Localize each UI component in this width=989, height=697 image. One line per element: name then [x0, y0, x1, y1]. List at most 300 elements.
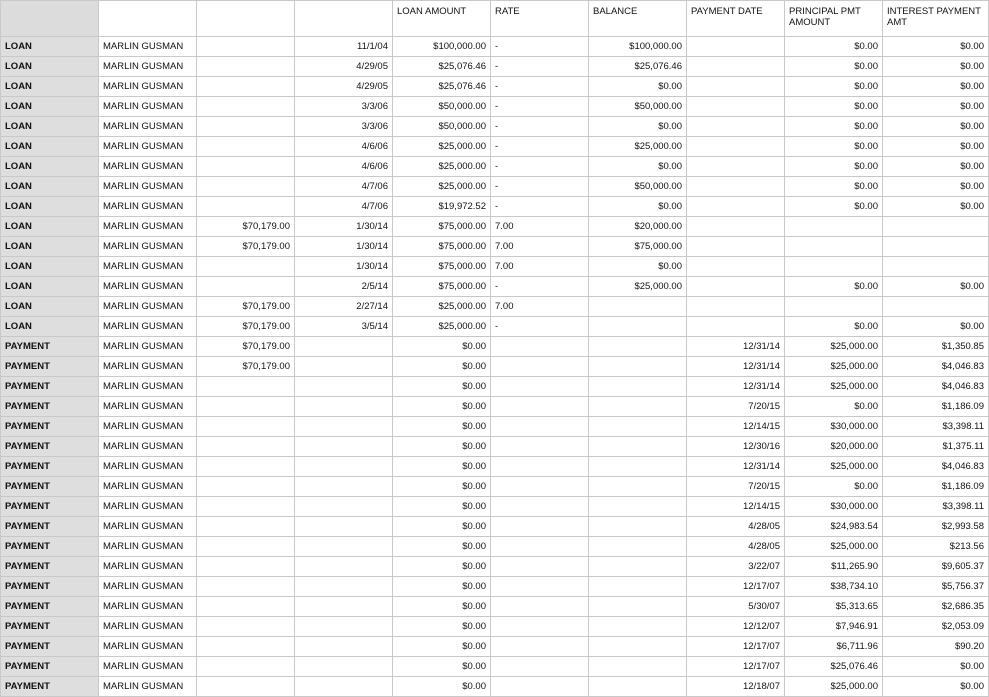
balance-cell[interactable]: $50,000.00	[589, 97, 687, 117]
type-cell[interactable]: PAYMENT	[1, 657, 99, 677]
loan-amount-cell[interactable]: $25,000.00	[393, 137, 491, 157]
date-cell[interactable]	[295, 497, 393, 517]
date-cell[interactable]	[295, 657, 393, 677]
type-cell[interactable]: PAYMENT	[1, 577, 99, 597]
date-cell[interactable]	[295, 477, 393, 497]
interest-pmt-cell[interactable]: $4,046.83	[883, 377, 989, 397]
amount-cell[interactable]	[197, 417, 295, 437]
amount-cell[interactable]	[197, 177, 295, 197]
balance-cell[interactable]	[589, 677, 687, 697]
interest-pmt-cell[interactable]: $5,756.37	[883, 577, 989, 597]
loan-amount-cell[interactable]: $0.00	[393, 557, 491, 577]
interest-pmt-cell[interactable]	[883, 237, 989, 257]
interest-pmt-cell[interactable]	[883, 297, 989, 317]
payment-date-cell[interactable]: 12/17/07	[687, 637, 785, 657]
interest-pmt-cell[interactable]: $4,046.83	[883, 357, 989, 377]
loan-amount-cell[interactable]: $25,000.00	[393, 317, 491, 337]
loan-amount-cell[interactable]: $0.00	[393, 337, 491, 357]
type-cell[interactable]: PAYMENT	[1, 617, 99, 637]
payment-date-cell[interactable]: 12/30/16	[687, 437, 785, 457]
balance-cell[interactable]: $0.00	[589, 257, 687, 277]
payment-date-cell[interactable]: 3/22/07	[687, 557, 785, 577]
balance-cell[interactable]: $100,000.00	[589, 37, 687, 57]
loan-amount-cell[interactable]: $0.00	[393, 477, 491, 497]
type-cell[interactable]: PAYMENT	[1, 557, 99, 577]
payment-date-cell[interactable]	[687, 137, 785, 157]
amount-cell[interactable]: $70,179.00	[197, 217, 295, 237]
interest-pmt-cell[interactable]: $1,350.85	[883, 337, 989, 357]
loan-amount-cell[interactable]: $25,000.00	[393, 157, 491, 177]
loan-amount-cell[interactable]: $0.00	[393, 417, 491, 437]
principal-pmt-cell[interactable]: $25,076.46	[785, 657, 883, 677]
amount-cell[interactable]	[197, 517, 295, 537]
payment-date-cell[interactable]	[687, 237, 785, 257]
rate-cell[interactable]	[491, 577, 589, 597]
principal-pmt-cell[interactable]	[785, 257, 883, 277]
type-cell[interactable]: LOAN	[1, 137, 99, 157]
name-cell[interactable]: MARLIN GUSMAN	[99, 437, 197, 457]
loan-amount-cell[interactable]: $0.00	[393, 677, 491, 697]
type-cell[interactable]: LOAN	[1, 257, 99, 277]
name-cell[interactable]: MARLIN GUSMAN	[99, 517, 197, 537]
loan-amount-cell[interactable]: $19,972.52	[393, 197, 491, 217]
payment-date-cell[interactable]	[687, 177, 785, 197]
payment-date-cell[interactable]	[687, 117, 785, 137]
loan-amount-cell[interactable]: $0.00	[393, 597, 491, 617]
rate-cell[interactable]: -	[491, 57, 589, 77]
loan-amount-cell[interactable]: $0.00	[393, 617, 491, 637]
name-cell[interactable]: MARLIN GUSMAN	[99, 677, 197, 697]
name-cell[interactable]: MARLIN GUSMAN	[99, 377, 197, 397]
principal-pmt-cell[interactable]	[785, 297, 883, 317]
rate-cell[interactable]	[491, 397, 589, 417]
rate-cell[interactable]: -	[491, 77, 589, 97]
date-cell[interactable]: 4/6/06	[295, 137, 393, 157]
payment-date-cell[interactable]: 12/12/07	[687, 617, 785, 637]
type-cell[interactable]: LOAN	[1, 57, 99, 77]
principal-pmt-cell[interactable]: $38,734.10	[785, 577, 883, 597]
type-cell[interactable]: PAYMENT	[1, 677, 99, 697]
loan-amount-cell[interactable]: $0.00	[393, 377, 491, 397]
amount-cell[interactable]	[197, 377, 295, 397]
type-cell[interactable]: LOAN	[1, 237, 99, 257]
type-cell[interactable]: LOAN	[1, 77, 99, 97]
interest-pmt-cell[interactable]: $2,053.09	[883, 617, 989, 637]
interest-pmt-cell[interactable]: $0.00	[883, 77, 989, 97]
name-cell[interactable]: MARLIN GUSMAN	[99, 37, 197, 57]
balance-cell[interactable]	[589, 317, 687, 337]
date-cell[interactable]	[295, 397, 393, 417]
amount-cell[interactable]	[197, 557, 295, 577]
balance-cell[interactable]	[589, 337, 687, 357]
loan-amount-cell[interactable]: $100,000.00	[393, 37, 491, 57]
name-cell[interactable]: MARLIN GUSMAN	[99, 117, 197, 137]
date-cell[interactable]	[295, 637, 393, 657]
rate-cell[interactable]	[491, 497, 589, 517]
principal-pmt-cell[interactable]: $0.00	[785, 197, 883, 217]
principal-pmt-cell[interactable]	[785, 217, 883, 237]
payment-date-cell[interactable]	[687, 57, 785, 77]
amount-cell[interactable]	[197, 157, 295, 177]
principal-pmt-cell[interactable]: $7,946.91	[785, 617, 883, 637]
date-cell[interactable]	[295, 357, 393, 377]
name-cell[interactable]: MARLIN GUSMAN	[99, 97, 197, 117]
amount-cell[interactable]	[197, 37, 295, 57]
balance-cell[interactable]: $25,000.00	[589, 277, 687, 297]
payment-date-cell[interactable]	[687, 37, 785, 57]
type-cell[interactable]: PAYMENT	[1, 637, 99, 657]
interest-pmt-cell[interactable]: $0.00	[883, 277, 989, 297]
name-cell[interactable]: MARLIN GUSMAN	[99, 477, 197, 497]
amount-cell[interactable]	[197, 677, 295, 697]
type-cell[interactable]: PAYMENT	[1, 517, 99, 537]
type-cell[interactable]: PAYMENT	[1, 397, 99, 417]
date-cell[interactable]: 4/29/05	[295, 57, 393, 77]
name-cell[interactable]: MARLIN GUSMAN	[99, 597, 197, 617]
rate-cell[interactable]	[491, 597, 589, 617]
principal-pmt-cell[interactable]	[785, 237, 883, 257]
rate-cell[interactable]: -	[491, 277, 589, 297]
payment-date-cell[interactable]	[687, 77, 785, 97]
loan-amount-cell[interactable]: $75,000.00	[393, 257, 491, 277]
loan-amount-cell[interactable]: $0.00	[393, 457, 491, 477]
balance-cell[interactable]: $25,076.46	[589, 57, 687, 77]
principal-pmt-cell[interactable]: $0.00	[785, 157, 883, 177]
name-cell[interactable]: MARLIN GUSMAN	[99, 257, 197, 277]
balance-cell[interactable]: $0.00	[589, 77, 687, 97]
amount-cell[interactable]	[197, 397, 295, 417]
balance-cell[interactable]	[589, 637, 687, 657]
payment-date-cell[interactable]: 5/30/07	[687, 597, 785, 617]
balance-cell[interactable]	[589, 417, 687, 437]
interest-pmt-cell[interactable]: $0.00	[883, 57, 989, 77]
header-cell-col-c[interactable]	[197, 1, 295, 37]
interest-pmt-cell[interactable]: $0.00	[883, 137, 989, 157]
balance-cell[interactable]: $25,000.00	[589, 137, 687, 157]
name-cell[interactable]: MARLIN GUSMAN	[99, 317, 197, 337]
interest-pmt-cell[interactable]: $1,186.09	[883, 477, 989, 497]
rate-cell[interactable]	[491, 357, 589, 377]
loan-amount-cell[interactable]: $0.00	[393, 357, 491, 377]
rate-cell[interactable]: -	[491, 37, 589, 57]
interest-pmt-cell[interactable]: $2,993.58	[883, 517, 989, 537]
amount-cell[interactable]	[197, 597, 295, 617]
balance-cell[interactable]	[589, 517, 687, 537]
principal-pmt-cell[interactable]: $0.00	[785, 177, 883, 197]
rate-cell[interactable]	[491, 457, 589, 477]
rate-cell[interactable]	[491, 637, 589, 657]
date-cell[interactable]	[295, 557, 393, 577]
principal-pmt-cell[interactable]: $30,000.00	[785, 417, 883, 437]
type-cell[interactable]: LOAN	[1, 317, 99, 337]
amount-cell[interactable]	[197, 137, 295, 157]
principal-pmt-cell[interactable]: $0.00	[785, 77, 883, 97]
loan-amount-cell[interactable]: $25,076.46	[393, 77, 491, 97]
amount-cell[interactable]: $70,179.00	[197, 237, 295, 257]
date-cell[interactable]: 4/7/06	[295, 177, 393, 197]
payment-date-cell[interactable]: 7/20/15	[687, 397, 785, 417]
date-cell[interactable]	[295, 337, 393, 357]
amount-cell[interactable]	[197, 77, 295, 97]
rate-cell[interactable]: -	[491, 137, 589, 157]
rate-cell[interactable]: -	[491, 197, 589, 217]
date-cell[interactable]	[295, 597, 393, 617]
rate-cell[interactable]: 7.00	[491, 257, 589, 277]
name-cell[interactable]: MARLIN GUSMAN	[99, 77, 197, 97]
payment-date-cell[interactable]: 4/28/05	[687, 517, 785, 537]
date-cell[interactable]	[295, 457, 393, 477]
principal-pmt-cell[interactable]: $6,711.96	[785, 637, 883, 657]
payment-date-cell[interactable]: 12/31/14	[687, 357, 785, 377]
date-cell[interactable]	[295, 517, 393, 537]
principal-pmt-cell[interactable]: $24,983.54	[785, 517, 883, 537]
date-cell[interactable]	[295, 537, 393, 557]
payment-date-cell[interactable]: 12/18/07	[687, 677, 785, 697]
principal-pmt-cell[interactable]: $25,000.00	[785, 377, 883, 397]
loan-amount-cell[interactable]: $0.00	[393, 577, 491, 597]
principal-pmt-cell[interactable]: $0.00	[785, 137, 883, 157]
type-cell[interactable]: PAYMENT	[1, 457, 99, 477]
date-cell[interactable]: 2/27/14	[295, 297, 393, 317]
principal-pmt-cell[interactable]: $20,000.00	[785, 437, 883, 457]
interest-pmt-cell[interactable]	[883, 217, 989, 237]
amount-cell[interactable]: $70,179.00	[197, 297, 295, 317]
amount-cell[interactable]: $70,179.00	[197, 317, 295, 337]
type-cell[interactable]: LOAN	[1, 177, 99, 197]
date-cell[interactable]	[295, 417, 393, 437]
type-cell[interactable]: PAYMENT	[1, 477, 99, 497]
principal-pmt-cell[interactable]: $30,000.00	[785, 497, 883, 517]
payment-date-cell[interactable]: 12/31/14	[687, 337, 785, 357]
interest-pmt-cell[interactable]: $0.00	[883, 157, 989, 177]
rate-cell[interactable]: -	[491, 117, 589, 137]
name-cell[interactable]: MARLIN GUSMAN	[99, 657, 197, 677]
type-cell[interactable]: LOAN	[1, 217, 99, 237]
amount-cell[interactable]	[197, 257, 295, 277]
loan-amount-cell[interactable]: $25,076.46	[393, 57, 491, 77]
payment-date-cell[interactable]	[687, 297, 785, 317]
amount-cell[interactable]	[197, 57, 295, 77]
type-cell[interactable]: PAYMENT	[1, 497, 99, 517]
principal-pmt-cell[interactable]: $0.00	[785, 37, 883, 57]
interest-pmt-cell[interactable]: $0.00	[883, 657, 989, 677]
name-cell[interactable]: MARLIN GUSMAN	[99, 297, 197, 317]
header-cell-principal-pmt-amount[interactable]: PRINCIPAL PMT AMOUNT	[785, 1, 883, 37]
balance-cell[interactable]	[589, 577, 687, 597]
name-cell[interactable]: MARLIN GUSMAN	[99, 637, 197, 657]
amount-cell[interactable]	[197, 617, 295, 637]
type-cell[interactable]: PAYMENT	[1, 597, 99, 617]
name-cell[interactable]: MARLIN GUSMAN	[99, 557, 197, 577]
interest-pmt-cell[interactable]: $0.00	[883, 317, 989, 337]
name-cell[interactable]: MARLIN GUSMAN	[99, 617, 197, 637]
loan-amount-cell[interactable]: $0.00	[393, 437, 491, 457]
rate-cell[interactable]	[491, 477, 589, 497]
name-cell[interactable]: MARLIN GUSMAN	[99, 177, 197, 197]
interest-pmt-cell[interactable]: $1,186.09	[883, 397, 989, 417]
interest-pmt-cell[interactable]: $1,375.11	[883, 437, 989, 457]
date-cell[interactable]	[295, 677, 393, 697]
balance-cell[interactable]	[589, 497, 687, 517]
balance-cell[interactable]	[589, 457, 687, 477]
loan-amount-cell[interactable]: $0.00	[393, 497, 491, 517]
date-cell[interactable]: 4/6/06	[295, 157, 393, 177]
amount-cell[interactable]: $70,179.00	[197, 337, 295, 357]
rate-cell[interactable]	[491, 417, 589, 437]
header-cell-rate[interactable]: RATE	[491, 1, 589, 37]
name-cell[interactable]: MARLIN GUSMAN	[99, 57, 197, 77]
amount-cell[interactable]	[197, 477, 295, 497]
principal-pmt-cell[interactable]: $25,000.00	[785, 337, 883, 357]
rate-cell[interactable]: -	[491, 317, 589, 337]
type-cell[interactable]: LOAN	[1, 97, 99, 117]
loan-amount-cell[interactable]: $75,000.00	[393, 237, 491, 257]
rate-cell[interactable]: 7.00	[491, 237, 589, 257]
principal-pmt-cell[interactable]: $25,000.00	[785, 677, 883, 697]
type-cell[interactable]: PAYMENT	[1, 417, 99, 437]
loan-amount-cell[interactable]: $50,000.00	[393, 97, 491, 117]
interest-pmt-cell[interactable]: $0.00	[883, 97, 989, 117]
payment-date-cell[interactable]: 12/17/07	[687, 657, 785, 677]
date-cell[interactable]: 3/5/14	[295, 317, 393, 337]
principal-pmt-cell[interactable]: $0.00	[785, 397, 883, 417]
interest-pmt-cell[interactable]: $3,398.11	[883, 497, 989, 517]
type-cell[interactable]: LOAN	[1, 297, 99, 317]
balance-cell[interactable]	[589, 557, 687, 577]
loan-amount-cell[interactable]: $0.00	[393, 517, 491, 537]
interest-pmt-cell[interactable]: $213.56	[883, 537, 989, 557]
type-cell[interactable]: PAYMENT	[1, 537, 99, 557]
amount-cell[interactable]	[197, 277, 295, 297]
name-cell[interactable]: MARLIN GUSMAN	[99, 237, 197, 257]
name-cell[interactable]: MARLIN GUSMAN	[99, 277, 197, 297]
date-cell[interactable]	[295, 437, 393, 457]
date-cell[interactable]: 2/5/14	[295, 277, 393, 297]
balance-cell[interactable]: $20,000.00	[589, 217, 687, 237]
date-cell[interactable]: 1/30/14	[295, 217, 393, 237]
balance-cell[interactable]	[589, 477, 687, 497]
interest-pmt-cell[interactable]: $2,686.35	[883, 597, 989, 617]
balance-cell[interactable]	[589, 597, 687, 617]
loan-amount-cell[interactable]: $0.00	[393, 537, 491, 557]
date-cell[interactable]	[295, 377, 393, 397]
balance-cell[interactable]	[589, 357, 687, 377]
rate-cell[interactable]: -	[491, 157, 589, 177]
name-cell[interactable]: MARLIN GUSMAN	[99, 357, 197, 377]
amount-cell[interactable]	[197, 537, 295, 557]
balance-cell[interactable]	[589, 537, 687, 557]
loan-amount-cell[interactable]: $50,000.00	[393, 117, 491, 137]
payment-date-cell[interactable]: 12/14/15	[687, 417, 785, 437]
rate-cell[interactable]: 7.00	[491, 297, 589, 317]
amount-cell[interactable]	[197, 637, 295, 657]
rate-cell[interactable]	[491, 377, 589, 397]
amount-cell[interactable]	[197, 437, 295, 457]
interest-pmt-cell[interactable]: $0.00	[883, 177, 989, 197]
type-cell[interactable]: LOAN	[1, 37, 99, 57]
balance-cell[interactable]: $50,000.00	[589, 177, 687, 197]
date-cell[interactable]: 3/3/06	[295, 117, 393, 137]
loan-amount-cell[interactable]: $25,000.00	[393, 297, 491, 317]
loan-amount-cell[interactable]: $75,000.00	[393, 217, 491, 237]
payment-date-cell[interactable]	[687, 277, 785, 297]
rate-cell[interactable]	[491, 437, 589, 457]
header-cell-payment-date[interactable]: PAYMENT DATE	[687, 1, 785, 37]
interest-pmt-cell[interactable]	[883, 257, 989, 277]
name-cell[interactable]: MARLIN GUSMAN	[99, 157, 197, 177]
amount-cell[interactable]	[197, 197, 295, 217]
date-cell[interactable]: 3/3/06	[295, 97, 393, 117]
amount-cell[interactable]	[197, 497, 295, 517]
name-cell[interactable]: MARLIN GUSMAN	[99, 217, 197, 237]
principal-pmt-cell[interactable]: $0.00	[785, 97, 883, 117]
date-cell[interactable]: 1/30/14	[295, 237, 393, 257]
type-cell[interactable]: PAYMENT	[1, 377, 99, 397]
principal-pmt-cell[interactable]: $25,000.00	[785, 357, 883, 377]
rate-cell[interactable]: -	[491, 177, 589, 197]
principal-pmt-cell[interactable]: $0.00	[785, 317, 883, 337]
amount-cell[interactable]	[197, 457, 295, 477]
header-cell-type[interactable]	[1, 1, 99, 37]
date-cell[interactable]: 4/29/05	[295, 77, 393, 97]
rate-cell[interactable]	[491, 677, 589, 697]
interest-pmt-cell[interactable]: $3,398.11	[883, 417, 989, 437]
rate-cell[interactable]	[491, 337, 589, 357]
interest-pmt-cell[interactable]: $9,605.37	[883, 557, 989, 577]
rate-cell[interactable]: -	[491, 97, 589, 117]
type-cell[interactable]: LOAN	[1, 277, 99, 297]
payment-date-cell[interactable]: 12/31/14	[687, 377, 785, 397]
payment-date-cell[interactable]: 12/14/15	[687, 497, 785, 517]
name-cell[interactable]: MARLIN GUSMAN	[99, 397, 197, 417]
interest-pmt-cell[interactable]: $0.00	[883, 37, 989, 57]
header-cell-col-d[interactable]	[295, 1, 393, 37]
name-cell[interactable]: MARLIN GUSMAN	[99, 497, 197, 517]
balance-cell[interactable]	[589, 437, 687, 457]
rate-cell[interactable]	[491, 537, 589, 557]
type-cell[interactable]: LOAN	[1, 117, 99, 137]
payment-date-cell[interactable]	[687, 197, 785, 217]
principal-pmt-cell[interactable]: $5,313.65	[785, 597, 883, 617]
balance-cell[interactable]: $75,000.00	[589, 237, 687, 257]
interest-pmt-cell[interactable]: $0.00	[883, 117, 989, 137]
name-cell[interactable]: MARLIN GUSMAN	[99, 337, 197, 357]
principal-pmt-cell[interactable]: $25,000.00	[785, 457, 883, 477]
type-cell[interactable]: PAYMENT	[1, 337, 99, 357]
interest-pmt-cell[interactable]: $90.20	[883, 637, 989, 657]
loan-amount-cell[interactable]: $0.00	[393, 637, 491, 657]
amount-cell[interactable]	[197, 97, 295, 117]
name-cell[interactable]: MARLIN GUSMAN	[99, 577, 197, 597]
type-cell[interactable]: PAYMENT	[1, 357, 99, 377]
balance-cell[interactable]	[589, 617, 687, 637]
loan-amount-cell[interactable]: $0.00	[393, 657, 491, 677]
interest-pmt-cell[interactable]: $4,046.83	[883, 457, 989, 477]
loan-amount-cell[interactable]: $75,000.00	[393, 277, 491, 297]
interest-pmt-cell[interactable]: $0.00	[883, 197, 989, 217]
principal-pmt-cell[interactable]: $25,000.00	[785, 537, 883, 557]
date-cell[interactable]: 1/30/14	[295, 257, 393, 277]
balance-cell[interactable]: $0.00	[589, 117, 687, 137]
payment-date-cell[interactable]: 12/17/07	[687, 577, 785, 597]
balance-cell[interactable]	[589, 297, 687, 317]
header-cell-balance[interactable]: BALANCE	[589, 1, 687, 37]
amount-cell[interactable]	[197, 657, 295, 677]
payment-date-cell[interactable]	[687, 157, 785, 177]
type-cell[interactable]: LOAN	[1, 157, 99, 177]
loan-amount-cell[interactable]: $25,000.00	[393, 177, 491, 197]
payment-date-cell[interactable]: 12/31/14	[687, 457, 785, 477]
